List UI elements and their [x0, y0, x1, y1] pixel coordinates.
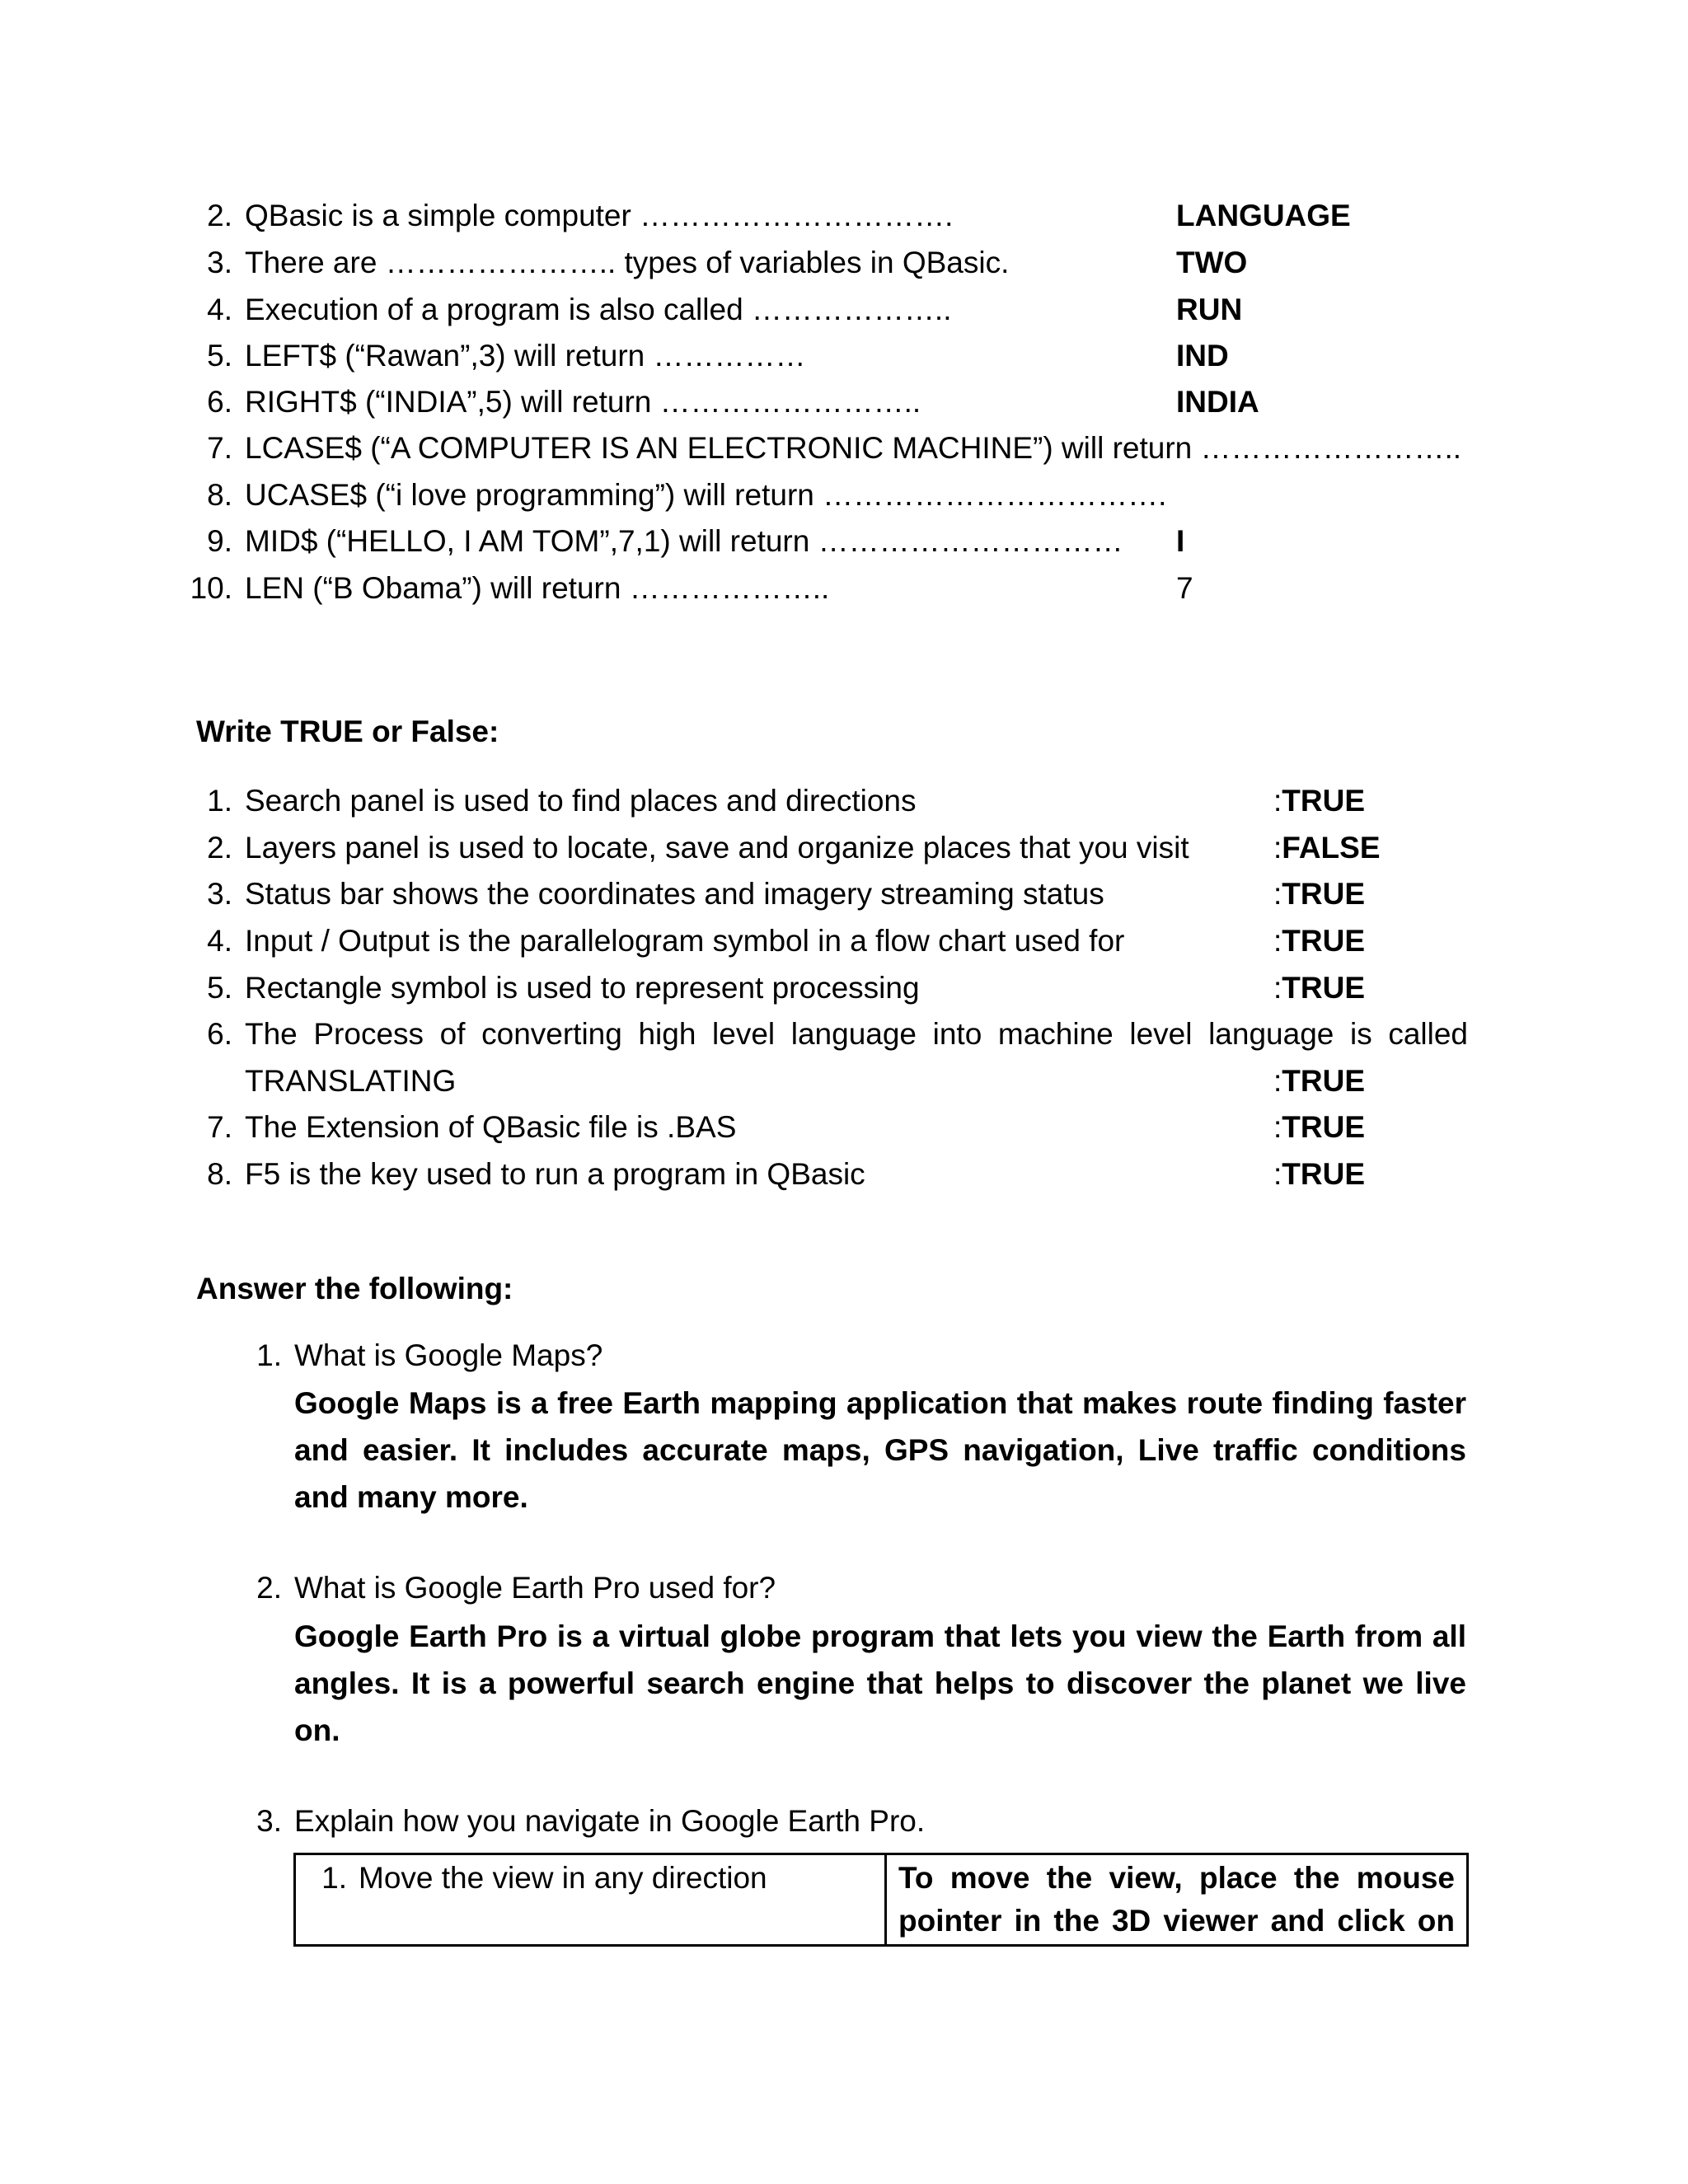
fill-blank-text: LEN (“B Obama”) will return ………………..	[245, 571, 830, 605]
list-number: 4.	[207, 924, 232, 958]
true-false-answer: :TRUE	[1273, 971, 1366, 1005]
fill-blank-answer: LANGUAGE	[1176, 199, 1351, 232]
true-false-statement: Layers panel is used to locate, save and organize places that you visit	[245, 831, 1189, 865]
action-text: Move the view in any direction	[359, 1861, 767, 1895]
list-number: 8.	[207, 478, 232, 512]
fill-blank-answer: TWO	[1176, 246, 1248, 279]
fill-blank-text: LCASE$ (“A COMPUTER IS AN ELECTRONIC MACHINE”) will return ……………………..	[245, 431, 1462, 465]
list-number: 4.	[207, 293, 232, 326]
description-line: pointer in the 3D viewer and click on	[898, 1904, 1455, 1938]
description-line: To move the view, place the mouse	[898, 1861, 1455, 1895]
true-false-heading: Write TRUE or False:	[196, 715, 499, 748]
answer-following-heading: Answer the following:	[196, 1272, 513, 1305]
question-text: What is Google Maps?	[294, 1338, 603, 1372]
table-cell-action	[295, 1854, 886, 1946]
fill-blank-answer: I	[1176, 524, 1185, 558]
true-false-statement: Input / Output is the parallelogram symbol in a flow chart used for	[245, 924, 1125, 958]
list-number: 2.	[207, 199, 232, 232]
list-number: 9.	[207, 524, 232, 558]
list-number: 7.	[207, 431, 232, 465]
list-number: 3.	[256, 1804, 282, 1838]
true-false-statement: Rectangle symbol is used to represent processing	[245, 971, 920, 1005]
true-false-statement: F5 is the key used to run a program in QBasic	[245, 1157, 865, 1191]
true-false-answer: :FALSE	[1273, 831, 1381, 865]
fill-blank-answer: IND	[1176, 339, 1229, 373]
true-false-statement: The Extension of QBasic file is .BAS	[245, 1110, 737, 1144]
fill-blank-answer: INDIA	[1176, 385, 1259, 419]
fill-blank-text: RIGHT$ (“INDIA”,5) will return ……………………..	[245, 385, 921, 419]
fill-blank-text: LEFT$ (“Rawan”,3) will return ……………	[245, 339, 806, 373]
list-number: 3.	[207, 246, 232, 279]
navigation-table	[293, 1853, 1469, 1947]
fill-blank-answer: RUN	[1176, 293, 1243, 326]
list-number: 10.	[190, 571, 232, 605]
list-number: 3.	[207, 877, 232, 911]
true-false-statement: Status bar shows the coordinates and imagery streaming status	[245, 877, 1104, 911]
fill-blank-text: There are ………………….. types of variables in QBasic.	[245, 246, 1010, 279]
fill-blank-text: MID$ (“HELLO, I AM TOM”,7,1) will return …………………………	[245, 524, 1123, 558]
question-text: Explain how you navigate in Google Earth Pro.	[294, 1804, 926, 1838]
list-number: 2.	[256, 1571, 282, 1605]
true-false-answer: :TRUE	[1273, 1110, 1366, 1144]
list-number: 2.	[207, 831, 232, 865]
list-number: 1.	[207, 784, 232, 818]
list-number: 6.	[207, 385, 232, 419]
true-false-statement: Search panel is used to find places and directions	[245, 784, 917, 818]
fill-blank-text: Execution of a program is also called ………………..	[245, 293, 952, 326]
list-number: 6.	[207, 1017, 232, 1051]
list-number: 1.	[256, 1338, 282, 1372]
true-false-statement: The Process of converting high level language into machine level language is called	[245, 1017, 1468, 1051]
true-false-answer: :TRUE	[1273, 877, 1366, 911]
list-number: 1.	[321, 1861, 347, 1895]
list-number: 5.	[207, 339, 232, 373]
true-false-answer: :TRUE	[1273, 1157, 1366, 1191]
table-cell-description	[886, 1854, 1468, 1946]
true-false-answer: :TRUE	[1273, 784, 1366, 818]
answer-paragraph: Google Earth Pro is a virtual globe program that lets you view the Earth from all angles. It is a powerful search engine that helps to discover the planet we live on.	[294, 1619, 1466, 1747]
fill-blank-answer: 7	[1176, 571, 1193, 605]
list-number: 7.	[207, 1110, 232, 1144]
fill-blank-text: QBasic is a simple computer ………………………….	[245, 199, 954, 232]
table-row	[295, 1854, 1468, 1946]
true-false-answer: :TRUE	[1273, 924, 1366, 958]
list-number: 5.	[207, 971, 232, 1005]
answer-paragraph: Google Maps is a free Earth mapping application that makes route finding faster and easier. It includes accurate maps, GPS navigation, Live traffic conditions and many more.	[294, 1386, 1466, 1514]
fill-blank-text: UCASE$ (“i love programming”) will return …………………………….	[245, 478, 1167, 512]
true-false-statement-continued: TRANSLATING	[245, 1064, 457, 1098]
true-false-answer: :TRUE	[1273, 1064, 1366, 1098]
list-number: 8.	[207, 1157, 232, 1191]
question-text: What is Google Earth Pro used for?	[294, 1571, 776, 1605]
